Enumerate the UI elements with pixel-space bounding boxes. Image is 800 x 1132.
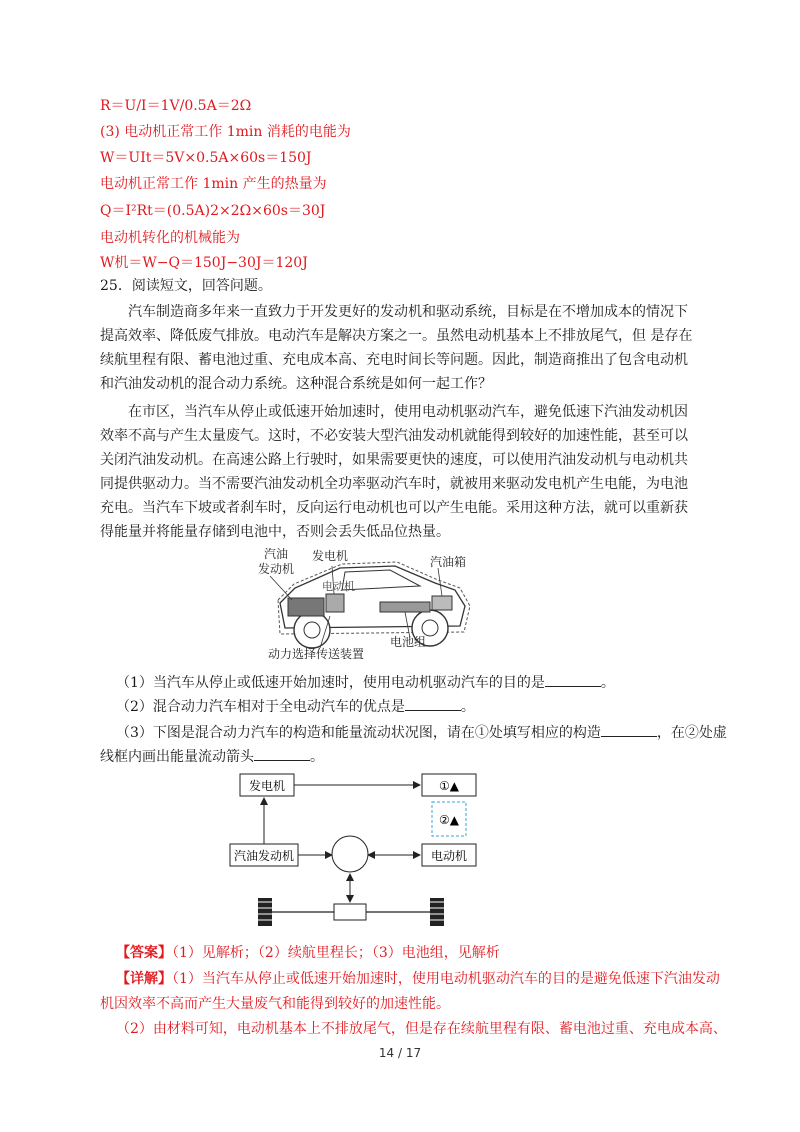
page-number: 14 / 17 <box>378 1046 422 1060</box>
label-gas-engine-2: 发动机 <box>258 562 295 576</box>
reading-passage <box>100 300 700 544</box>
battery-block <box>380 602 430 612</box>
transmission-box <box>334 904 366 920</box>
answer-blank-3a[interactable] <box>601 722 657 737</box>
engine-block <box>288 598 324 616</box>
detail-line-3: （2）由材料可知，电动机基本上不排放尾气，但是存在续航里程有限、蓄电池过重、充电成本高、 <box>116 1021 727 1037</box>
label-battery: 电池组 <box>390 635 427 649</box>
generator-box-label: 发电机 <box>248 779 286 793</box>
detail-tag: 【详解】 <box>116 971 172 987</box>
motor-box-label: 电动机 <box>430 849 468 863</box>
passage-paragraph-1: 汽车制造商多年来一直致力于开发更好的发动机和驱动系统，目标是在不增加成本的情况下提高效率、降低废气排放。电动汽车是解决方案之一。虽然电动机基本上不排放尾气，但 是存在续航里程有限、蓄电池过重、充电成本高、充电时间长等问题。因此，制造商推出了包含电动机和汽油发动机的混合动力系统。这种混合系统是如何一起工作？ <box>100 304 693 392</box>
answer-blank-2[interactable] <box>405 696 461 711</box>
answer-text: （1）见解析；（2）续航里程长；（3）电池组，见解析 <box>172 945 500 961</box>
formula-energy: W＝UIt＝5V×0.5A×60s＝150J <box>100 150 312 166</box>
power-split-device <box>332 836 368 872</box>
label-transmission: 动力选择传送装置 <box>268 647 365 661</box>
q3-energy-label: (3) 电动机正常工作 1min 消耗的电能为 <box>100 124 351 140</box>
answer-blank-3b[interactable] <box>254 746 310 761</box>
heat-label: 电动机正常工作 1min 产生的热量为 <box>100 176 327 192</box>
label-gas-engine-1: 汽油 <box>264 548 289 561</box>
detail-line-1: 【详解】（1）当汽车从停止或低速开始加速时，使用电动机驱动汽车的目的是避免低速下汽油发动 <box>116 971 720 987</box>
detail-line-2: 机因效率不高而产生大量废气和能得到较好的加速性能。 <box>100 996 450 1012</box>
label-generator: 发电机 <box>312 549 349 563</box>
answer-blank-1[interactable] <box>545 672 601 687</box>
question-number: 25．阅读短文，回答问题。 <box>100 278 272 294</box>
front-wheel <box>294 612 330 648</box>
mech-energy-label: 电动机转化的机械能为 <box>100 230 240 246</box>
fuel-tank-block <box>432 596 452 610</box>
answer-line <box>116 943 500 963</box>
passage-paragraph-2: 在市区，当汽车从停止或低速开始加速时，使用电动机驱动汽车，避免低速下汽油发动机因效率不高与产生太量废气。这时，不必安装大型汽油发动机就能得到较好的加速性能，甚至可以关闭汽油发动机。在高速公路上行驶时，如果需要更快的速度，可以使用汽油发动机与电动机共同提供驱动力。当不需要汽油发动机全功率驱动汽车时，就被用来驱动发电机产生电能，为电池充电。当汽车下坡或者刹车时，反向运行电动机也可以产生电能。采用这种方法，就可以重新获得能量并将能量存储到电池中，否则会丢失低品位热量。 <box>100 404 688 540</box>
formula-mech-energy: W机＝W−Q＝150J−30J＝120J <box>100 255 308 271</box>
formula-resistance: R＝U/I＝1V/0.5A＝2Ω <box>100 98 252 114</box>
subquestion-1: （1）当汽车从停止或低速开始加速时，使用电动机驱动汽车的目的是 。 <box>116 672 615 693</box>
subquestion-3: （3）下图是混合动力汽车的构造和能量流动状况图，请在①处填写相应的构造 ，在②处虚 <box>116 722 727 743</box>
left-wheel <box>258 898 272 926</box>
generator-block <box>326 594 344 612</box>
box-1-label: ①▲ <box>439 779 459 793</box>
energy-flow-diagram <box>228 770 488 930</box>
formula-heat: Q＝I²Rt＝(0.5A)2×2Ω×60s＝30J <box>100 203 326 219</box>
hybrid-car-figure <box>250 548 490 662</box>
subquestion-2: （2）混合动力汽车相对于全电动汽车的优点是 。 <box>116 696 475 717</box>
gas-engine-box-label: 汽油发动机 <box>233 849 295 863</box>
box-2-label: ②▲ <box>439 813 459 827</box>
right-wheel <box>430 898 444 926</box>
subquestion-3-cont: 线框内画出能量流动箭头 。 <box>100 746 324 767</box>
label-fuel-tank: 汽油箱 <box>430 555 467 569</box>
answer-tag: 【答案】 <box>116 945 172 961</box>
label-motor: 电动机 <box>322 580 355 593</box>
